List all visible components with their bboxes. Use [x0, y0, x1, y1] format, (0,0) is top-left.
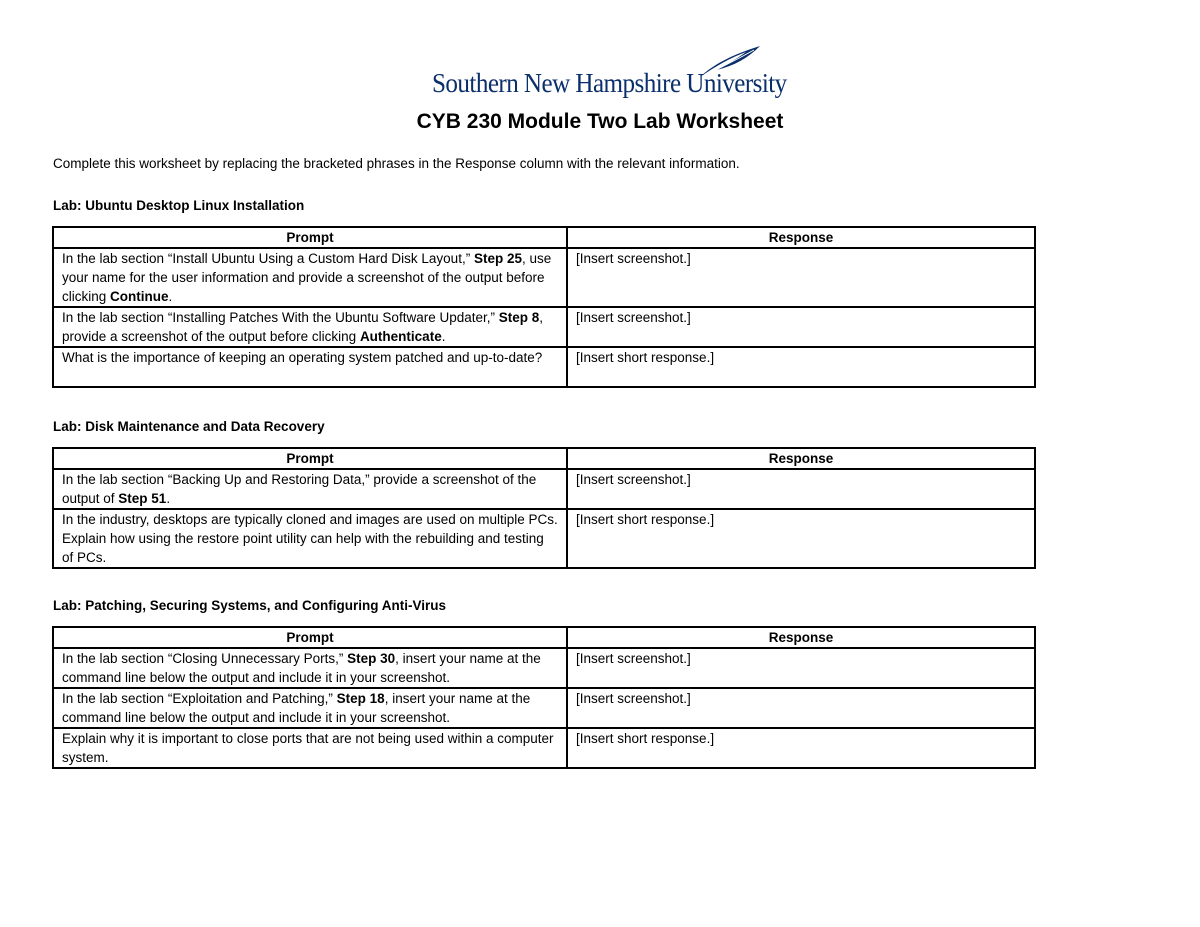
prompt-cell: [53, 469, 567, 509]
response-cell[interactable]: [Insert screenshot.]: [567, 307, 1035, 347]
table-header-row: [53, 627, 1035, 648]
prompt-text: In the lab section “Backing Up and Restoring Data,” provide a screenshot of the output of: [62, 472, 537, 506]
response-cell[interactable]: [Insert screenshot.]: [567, 248, 1035, 307]
header-prompt: Prompt: [53, 627, 567, 648]
table-disk-maintenance: [52, 447, 1036, 569]
table-row: [53, 469, 1035, 509]
table-ubuntu-installation: [52, 226, 1036, 388]
prompt-text: , insert your name at the command line below the output and include it in your screenshot.: [62, 651, 541, 685]
prompt-step: Step 8: [498, 310, 540, 325]
response-cell[interactable]: [Insert screenshot.]: [567, 469, 1035, 509]
prompt-text: , use your name for the user information and provide a screenshot of the output before clicking: [62, 251, 552, 304]
prompt-cell: [53, 307, 567, 347]
section-heading-ubuntu: Lab: Ubuntu Desktop Linux Installation: [53, 198, 305, 213]
prompt-cell: [53, 688, 567, 728]
table-row: [53, 509, 1035, 568]
table-patching-securing: [52, 626, 1036, 769]
prompt-cell: Explain why it is important to close ports that are not being used within a computer system.: [53, 728, 567, 768]
prompt-text: , provide a screenshot of the output before clicking: [62, 310, 544, 344]
table-row: [53, 248, 1035, 307]
prompt-text: .: [441, 329, 446, 344]
prompt-text: In the lab section “Exploitation and Patching,”: [62, 691, 337, 706]
response-cell[interactable]: [Insert screenshot.]: [567, 648, 1035, 688]
logo-wordmark: Southern New Hampshire University: [432, 68, 787, 98]
prompt-action: Authenticate: [359, 329, 442, 344]
prompt-text: In the lab section “Install Ubuntu Using a Custom Hard Disk Layout,”: [62, 251, 474, 266]
header-response: Response: [567, 627, 1035, 648]
table-row: [53, 347, 1035, 387]
prompt-text: , insert your name at the command line below the output and include it in your screenshot.: [62, 691, 531, 725]
snhu-logo: [432, 44, 787, 104]
table-header-row: [53, 448, 1035, 469]
prompt-cell: What is the importance of keeping an operating system patched and up-to-date?: [53, 347, 567, 387]
header-response: Response: [567, 448, 1035, 469]
prompt-text: .: [166, 491, 171, 506]
prompt-cell: [53, 248, 567, 307]
response-cell[interactable]: [Insert screenshot.]: [567, 688, 1035, 728]
prompt-cell: [53, 648, 567, 688]
table-row: [53, 648, 1035, 688]
response-cell[interactable]: [Insert short response.]: [567, 728, 1035, 768]
prompt-action: Continue: [110, 289, 169, 304]
intro-text: Complete this worksheet by replacing the bracketed phrases in the Response column with the relevant information.: [53, 156, 740, 171]
prompt-step: Step 18: [336, 691, 385, 706]
table-row: [53, 688, 1035, 728]
header-prompt: Prompt: [53, 448, 567, 469]
prompt-text: In the lab section “Closing Unnecessary Ports,”: [62, 651, 348, 666]
header-prompt: Prompt: [53, 227, 567, 248]
prompt-text: In the lab section “Installing Patches With the Ubuntu Software Updater,”: [62, 310, 499, 325]
worksheet-title: CYB 230 Module Two Lab Worksheet: [416, 110, 784, 133]
response-cell[interactable]: [Insert short response.]: [567, 347, 1035, 387]
prompt-text: .: [168, 289, 173, 304]
table-header-row: [53, 227, 1035, 248]
prompt-step: Step 25: [473, 251, 522, 266]
section-heading-disk: Lab: Disk Maintenance and Data Recovery: [53, 419, 325, 434]
prompt-cell: In the industry, desktops are typically cloned and images are used on multiple PCs. Explain how using the restore point utility can help with the rebuilding and testing of PCs.: [53, 509, 567, 568]
header-response: Response: [567, 227, 1035, 248]
section-heading-patching: Lab: Patching, Securing Systems, and Configuring Anti-Virus: [53, 598, 447, 613]
table-row: [53, 728, 1035, 768]
response-cell[interactable]: [Insert short response.]: [567, 509, 1035, 568]
prompt-step: Step 51: [118, 491, 167, 506]
prompt-step: Step 30: [347, 651, 396, 666]
table-row: [53, 307, 1035, 347]
